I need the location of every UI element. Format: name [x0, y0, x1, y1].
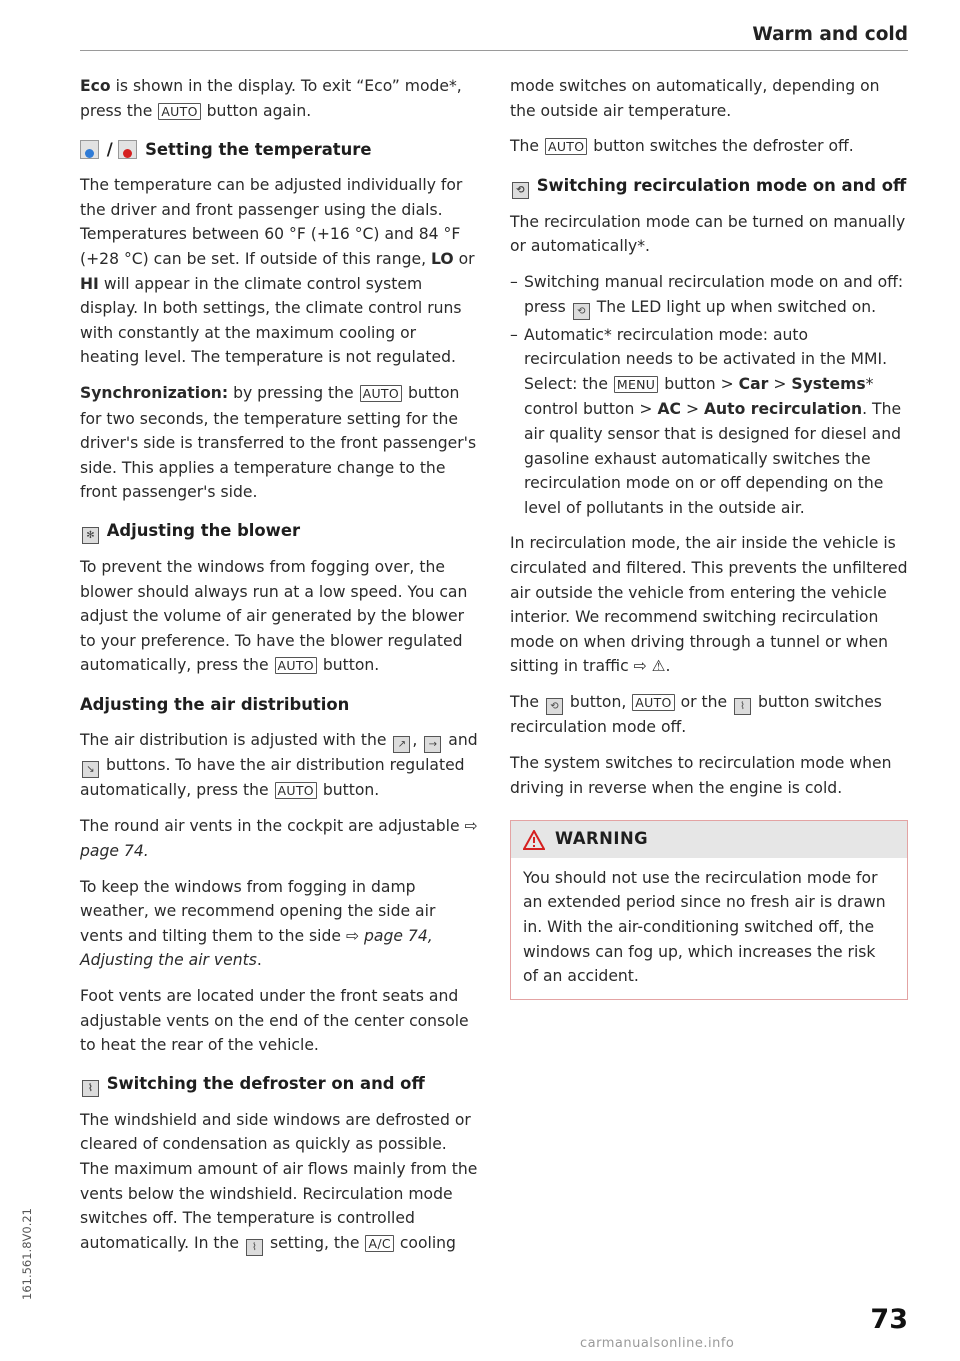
- text: The: [510, 137, 544, 156]
- recirculation-icon: ⟲: [546, 698, 563, 715]
- page-number: 73: [870, 1304, 908, 1335]
- text: button again.: [201, 101, 312, 120]
- heading-recirculation: [510, 174, 908, 199]
- blower-paragraph: [80, 555, 478, 679]
- heading-text: Setting the temperature: [145, 140, 372, 160]
- text: is shown in the display. To exit “Eco” mode*, press the: [80, 77, 462, 120]
- heading-defroster: [80, 1072, 478, 1097]
- text: by pressing the: [228, 383, 359, 402]
- auto-button-label: AUTO: [158, 103, 200, 120]
- recirculation-list: [510, 270, 908, 520]
- text: The temperature can be adjusted individually for the driver and front passenger using the dials. Temperatures between 60 °F (+16 °C) and 84 °F (+28 °C) can be set. If outside of this range,: [80, 176, 463, 268]
- reverse-paragraph: The system switches to recirculation mode when driving in reverse when the engine is cold.: [510, 754, 892, 797]
- text: The: [510, 692, 544, 711]
- text: or: [453, 249, 475, 268]
- text: button switches recirculation mode off.: [510, 692, 882, 737]
- lo-label: LO: [430, 249, 454, 268]
- warning-reference-link[interactable]: ⇨ ⚠: [633, 657, 666, 676]
- text: * control button: [524, 374, 874, 419]
- heading-text: Switching recirculation mode on and off: [536, 175, 907, 195]
- temperature-dots-icon: [80, 140, 99, 159]
- continuation-paragraph: mode switches on automatically, depending on the outside air temperature.: [510, 77, 880, 120]
- separator: >: [639, 400, 653, 419]
- left-column: [80, 74, 478, 1267]
- temperature-dots-icon: [118, 140, 137, 159]
- text: button,: [564, 692, 632, 711]
- dash: –: [510, 325, 518, 344]
- text: To keep the windows from fogging in damp weather, we recommend opening the side air vents and tilting them to the side: [80, 877, 436, 945]
- fogging-paragraph: [80, 875, 478, 973]
- recirculation-off-paragraph: [510, 690, 908, 740]
- text: setting, the: [265, 1233, 365, 1252]
- menu-path-ac: AC: [657, 400, 681, 419]
- auto-button-label: AUTO: [360, 385, 402, 402]
- list-item: [510, 270, 908, 320]
- temperature-paragraph: [80, 173, 478, 370]
- heading-adjusting-blower: [80, 519, 478, 544]
- sync-label: Synchronization:: [80, 383, 229, 402]
- warning-title: WARNING: [555, 829, 649, 849]
- eco-paragraph: [80, 74, 478, 124]
- text: ,: [412, 730, 423, 749]
- recirculation-mode-paragraph: [510, 531, 908, 679]
- dash: –: [510, 272, 518, 291]
- menu-path-systems: Systems: [791, 374, 866, 393]
- right-column: [510, 74, 908, 1000]
- text: button.: [317, 780, 380, 799]
- separator: >: [685, 400, 700, 419]
- recirculation-icon: ⟲: [573, 303, 590, 320]
- text: button switches the defroster off.: [588, 137, 854, 156]
- foot-vents-paragraph: Foot vents are located under the front seats and adjustable vents on the end of the center console to heat the rear of the vehicle.: [80, 987, 469, 1055]
- list-item: [510, 323, 908, 521]
- slash: /: [101, 140, 119, 160]
- warning-triangle-icon: [523, 830, 545, 850]
- auto-button-label: AUTO: [545, 138, 587, 155]
- red-dot-icon: [123, 149, 132, 158]
- text: Automatic* recirculation mode: auto recirculation needs to be activated in the MMI. Select: the: [524, 325, 888, 393]
- eco-label: Eco: [80, 77, 111, 95]
- hi-label: HI: [80, 274, 99, 293]
- vents-paragraph: [80, 814, 478, 863]
- heading-air-distribution: Adjusting the air distribution: [80, 694, 350, 714]
- text: button.: [317, 656, 380, 675]
- air-distribution-upper-icon: ↗: [393, 736, 410, 753]
- blower-icon: ✻: [82, 527, 99, 544]
- synchronization-paragraph: [80, 381, 478, 505]
- defroster-paragraph: [80, 1108, 478, 1257]
- heading-text: Adjusting the blower: [106, 520, 301, 540]
- text: cooling: [394, 1233, 456, 1252]
- text: will appear in the climate control system display. In both settings, the climate control runs with constantly at the maximum cooling or heating level. The temperature is not regulated.: [80, 274, 462, 367]
- blue-dot-icon: [85, 149, 94, 158]
- page-reference-link[interactable]: ⇨ page 74, Adjusting the air vents: [80, 926, 433, 970]
- auto-button-label: AUTO: [275, 657, 317, 674]
- text: or the: [675, 692, 733, 711]
- defrost-icon: ⌇: [734, 698, 751, 715]
- air-distribution-middle-icon: →: [424, 736, 441, 753]
- auto-defroster-off-paragraph: [510, 134, 908, 160]
- menu-path-car: Car: [738, 374, 769, 393]
- text: button: [659, 374, 721, 393]
- air-distribution-lower-icon: ↘: [82, 761, 99, 778]
- auto-button-label: AUTO: [275, 782, 317, 799]
- text: In recirculation mode, the air inside the vehicle is circulated and filtered. This prevents the unfiltered air outside the vehicle from entering the vehicle interior. We recommend switching recirculation mode on when driving through a tunnel or when sitting in traffic: [510, 534, 908, 676]
- heading-text: Switching the defroster on and off: [106, 1073, 425, 1093]
- watermark: carmanualsonline.info: [580, 1336, 735, 1351]
- separator: >: [773, 374, 787, 393]
- text: buttons. To have the air distribution regulated automatically, press the: [80, 755, 465, 799]
- air-distribution-paragraph: [80, 728, 478, 804]
- defrost-icon: ⌇: [246, 1239, 263, 1256]
- menu-path-auto-recirculation: Auto recirculation: [703, 400, 863, 419]
- text: To prevent the windows from fogging over, the blower should always run at a low speed. You can adjust the volume of air generated by the blower to your preference. To have the blower regulated automatically, press the: [80, 557, 468, 675]
- ac-button-label: A/C: [365, 1235, 393, 1252]
- heading-setting-temperature: [80, 138, 478, 162]
- text: .: [256, 951, 262, 970]
- auto-button-label: AUTO: [632, 694, 674, 711]
- defrost-icon: ⌇: [82, 1080, 99, 1097]
- separator: >: [720, 374, 734, 393]
- document-code: 161.561.8V0.21: [20, 1208, 34, 1300]
- text: . The air quality sensor that is designed for diesel and gasoline exhaust automatically switches the recirculation mode on or off depending on the level of pollutants in the outside air.: [524, 400, 902, 517]
- warning-body: You should not use the recirculation mode for an extended period since no fresh air is drawn in. With the air-conditioning switched off, the windows can fog up, which increases the risk of an accident.: [523, 868, 886, 986]
- recirculation-paragraph: The recirculation mode can be turned on manually or automatically*.: [510, 212, 906, 256]
- page-reference-link[interactable]: ⇨ page 74.: [80, 817, 478, 861]
- text: button for two seconds, the temperature setting for the driver's side is transferred to the front passenger's side. This applies a temperature change to the front passenger's side.: [80, 383, 477, 502]
- text: The LED light up when switched on.: [591, 297, 877, 316]
- warning-header: [511, 821, 907, 858]
- text: The windshield and side windows are defrosted or cleared of condensation as quickly as possible. The maximum amount of air flows mainly from the vents below the windshield. Recirculation mode switches off. The temperature is controlled automatically. In the: [80, 1110, 478, 1252]
- text: The air distribution is adjusted with the: [80, 730, 392, 749]
- text: Switching manual recirculation mode on and off: press: [524, 272, 904, 316]
- menu-button-label: MENU: [614, 376, 658, 393]
- text: .: [665, 657, 671, 676]
- text: and: [443, 730, 478, 749]
- recirculation-icon: ⟲: [512, 182, 529, 199]
- page-header-title: Warm and cold: [752, 24, 908, 45]
- warning-box: [510, 820, 908, 1000]
- text: The round air vents in the cockpit are adjustable: [80, 817, 465, 836]
- header-rule: [80, 50, 908, 51]
